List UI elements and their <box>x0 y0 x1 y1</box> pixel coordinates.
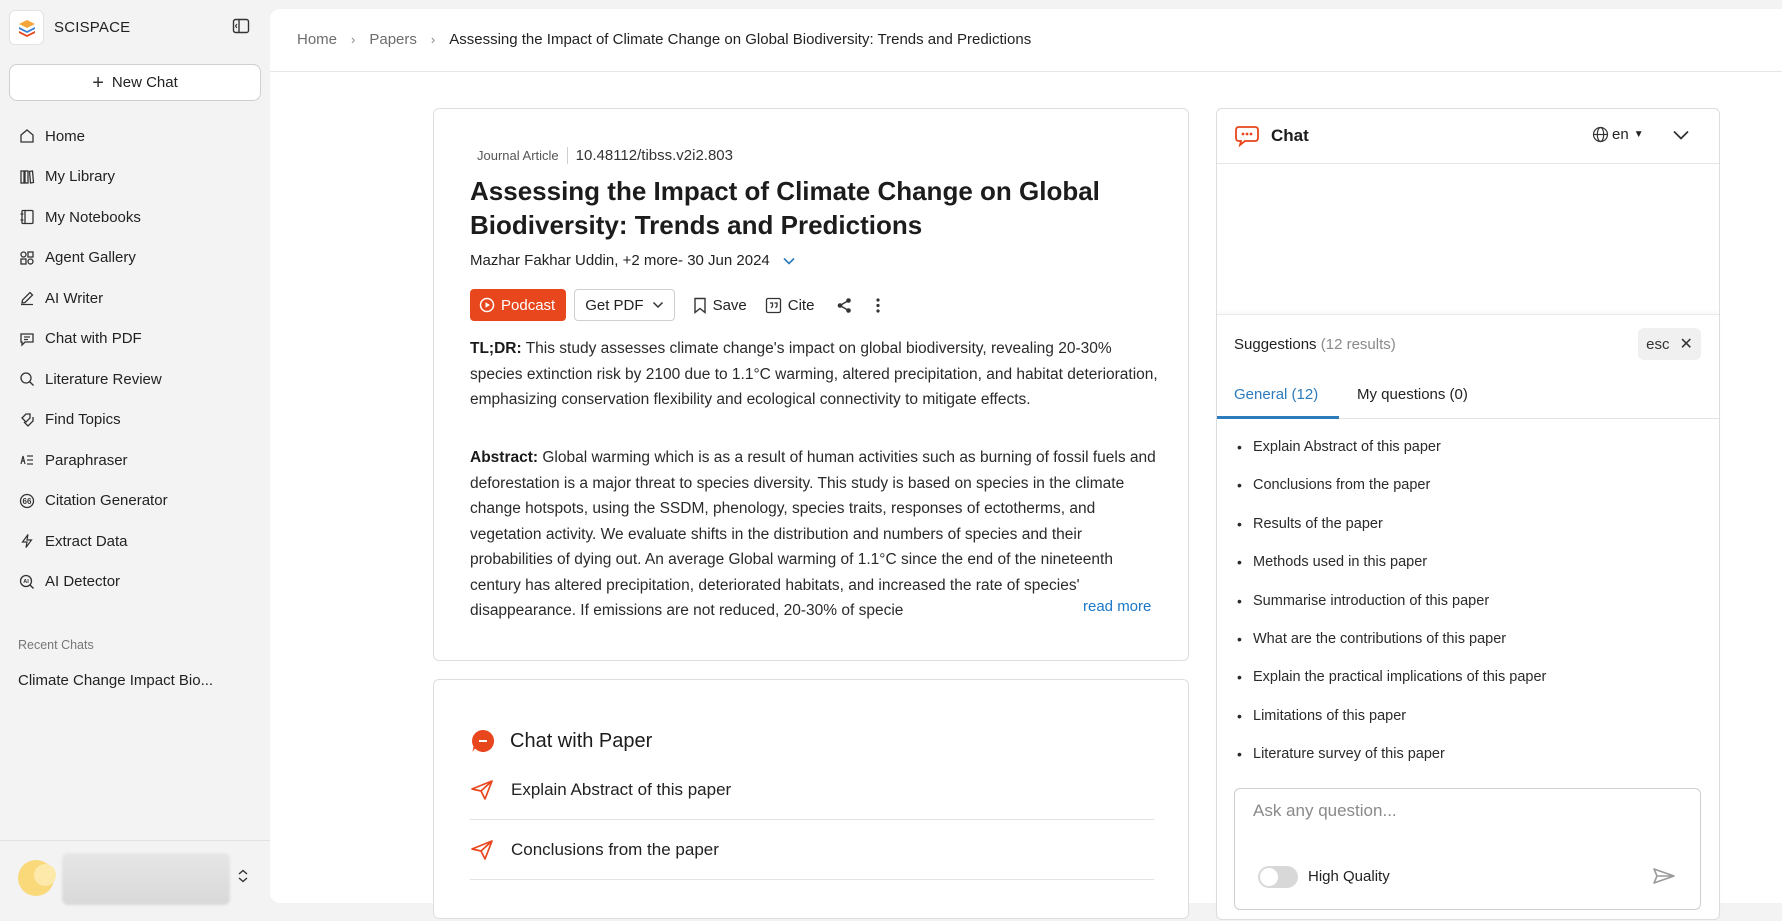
sidebar-item-label: Citation Generator <box>45 492 168 510</box>
topics-icon <box>18 411 36 429</box>
podcast-button[interactable] <box>470 289 566 321</box>
suggestion-tabs <box>1217 375 1719 419</box>
chevron-down-icon[interactable] <box>1672 129 1690 141</box>
cite-button[interactable] <box>765 289 815 321</box>
list-item[interactable]: • Explain the practical implications of this paper <box>1237 669 1547 686</box>
suggestion-text: Results of the paper <box>1253 515 1383 532</box>
suggestion-text: Explain Abstract of this paper <box>511 779 732 799</box>
paraphrase-icon <box>18 451 36 469</box>
paper-type: Journal Article <box>477 148 559 163</box>
sidebar <box>0 0 270 911</box>
suggestion-text: Explain Abstract of this paper <box>1253 439 1441 455</box>
sidebar-item-chat-with-pdf[interactable] <box>0 319 270 360</box>
sidebar-item-ai-writer[interactable] <box>0 278 270 319</box>
breadcrumb-home[interactable]: Home <box>297 31 338 48</box>
main-panel <box>270 9 1782 903</box>
suggestions-panel <box>1217 314 1719 921</box>
breadcrumb <box>297 31 1031 48</box>
send-icon <box>1652 865 1676 887</box>
sidebar-item-find-topics[interactable] <box>0 400 270 441</box>
agent-icon <box>18 249 36 267</box>
chat-with-paper-suggestion[interactable] <box>470 820 1154 880</box>
avatar <box>18 860 54 896</box>
save-label: Save <box>712 296 747 314</box>
chevron-right-icon: › <box>430 32 436 47</box>
esc-button[interactable] <box>1638 328 1701 360</box>
suggestion-text: Conclusions from the paper <box>511 839 719 859</box>
send-button[interactable] <box>1652 865 1676 887</box>
sidebar-item-label: Literature Review <box>45 370 162 388</box>
paper-doi[interactable]: 10.48112/tibss.v2i2.803 <box>567 147 733 164</box>
more-authors[interactable]: +2 more <box>622 252 679 269</box>
breadcrumb-current: Assessing the Impact of Climate Change on Global Biodiversity: Trends and Predictions <box>449 31 1032 48</box>
chat-with-paper-header <box>470 728 652 754</box>
high-quality-label: High Quality <box>1308 868 1390 885</box>
language-value: en <box>1612 126 1629 143</box>
notebook-icon <box>18 208 36 226</box>
list-item[interactable]: • Methods used in this paper <box>1237 554 1428 571</box>
sidebar-item-label: My Notebooks <box>45 208 141 226</box>
sidebar-item-label: Extract Data <box>45 532 128 550</box>
suggestions-label: Suggestions <box>1234 336 1317 353</box>
sidebar-item-label: AI Detector <box>45 573 121 591</box>
suggestion-text: Explain the practical implications of this paper <box>1253 669 1547 686</box>
chat-with-paper-title: Chat with Paper <box>510 729 653 752</box>
sidebar-item-home[interactable] <box>0 116 270 157</box>
sidebar-item-extract-data[interactable] <box>0 521 270 562</box>
chat-bubble-icon <box>470 728 496 754</box>
chat-header <box>1217 109 1719 164</box>
chat-with-paper-card <box>433 679 1189 919</box>
suggestion-text: Literature survey of this paper <box>1253 746 1445 763</box>
plus-icon: + <box>92 71 104 94</box>
paper-card <box>433 108 1189 661</box>
chat-with-paper-suggestion[interactable] <box>470 760 1154 820</box>
share-button[interactable] <box>836 289 853 321</box>
get-pdf-button[interactable] <box>574 289 674 321</box>
play-circle-icon <box>479 297 495 313</box>
sidebar-item-my-library[interactable] <box>0 157 270 198</box>
suggestion-list <box>1217 430 1719 763</box>
sidebar-item-agent-gallery[interactable] <box>0 238 270 279</box>
quote-icon <box>18 492 36 510</box>
tldr-label: TL;DR: <box>470 340 522 357</box>
chat-panel <box>1216 108 1720 920</box>
divider <box>270 71 1782 72</box>
recent-chat-item[interactable]: Climate Change Impact Bio... <box>18 672 214 689</box>
caret-down-icon: ▼ <box>1633 129 1644 140</box>
bookmark-icon <box>693 297 707 314</box>
active-tab-indicator <box>1217 416 1339 419</box>
paper-title: Assessing the Impact of Climate Change on Global Biodiversity: Trends and Predictions <box>470 176 1100 240</box>
sidebar-item-label: Agent Gallery <box>45 249 136 267</box>
send-icon <box>470 779 494 801</box>
list-item[interactable]: • Literature survey of this paper <box>1237 746 1445 763</box>
search-icon <box>18 370 36 388</box>
pen-icon <box>18 289 36 307</box>
list-item[interactable]: • Conclusions from the paper <box>1237 477 1431 494</box>
abstract-label: Abstract: <box>470 449 539 466</box>
sidebar-item-my-notebooks[interactable] <box>0 197 270 238</box>
publish-date: - 30 Jun 2024 <box>678 252 770 269</box>
chat-bot-icon <box>1234 124 1260 148</box>
quote-icon <box>765 297 782 314</box>
profile-menu[interactable] <box>0 840 270 911</box>
bolt-icon <box>18 532 36 550</box>
suggestion-text: Summarise introduction of this paper <box>1253 592 1490 609</box>
suggestion-text: What are the contributions of this paper <box>1253 630 1507 647</box>
suggestion-text: Limitations of this paper <box>1253 707 1407 724</box>
detector-icon <box>18 573 36 591</box>
sidebar-item-paraphraser[interactable] <box>0 440 270 481</box>
sidebar-item-citation-generator[interactable] <box>0 481 270 522</box>
new-chat-button[interactable] <box>9 64 261 101</box>
more-vertical-icon <box>875 297 881 314</box>
ask-question-box <box>1234 788 1701 910</box>
save-button[interactable] <box>693 289 747 321</box>
chevron-up-down-icon[interactable] <box>236 868 250 884</box>
get-pdf-label: Get PDF <box>585 296 644 314</box>
globe-icon <box>1592 126 1609 143</box>
list-item[interactable]: • Limitations of this paper <box>1237 707 1407 724</box>
more-options-button[interactable] <box>875 289 881 321</box>
sidebar-item-label: My Library <box>45 168 116 186</box>
suggestions-title <box>1234 336 1396 353</box>
sidebar-toggle-icon[interactable] <box>232 17 252 37</box>
tldr <box>470 336 1160 413</box>
new-chat-label: New Chat <box>111 74 178 91</box>
sidebar-item-label: Paraphraser <box>45 451 128 469</box>
sidebar-item-label: Home <box>45 127 86 145</box>
recent-chats-title: Recent Chats <box>18 638 94 652</box>
sidebar-item-literature-review[interactable] <box>0 359 270 400</box>
brand[interactable] <box>9 10 130 45</box>
suggestions-count: (12 results) <box>1320 336 1396 353</box>
profile-name-redacted <box>62 853 230 905</box>
cite-label: Cite <box>787 296 815 314</box>
paper-authors <box>470 252 796 269</box>
brand-name: SCISPACE <box>54 19 131 36</box>
sidebar-item-ai-detector[interactable] <box>0 562 270 603</box>
read-more-link[interactable]: read more <box>1079 598 1151 615</box>
list-item[interactable]: • Explain Abstract of this paper <box>1237 439 1441 455</box>
chat-icon <box>18 330 36 348</box>
paper-meta <box>477 147 733 164</box>
list-item[interactable]: • What are the contributions of this paper <box>1237 630 1507 647</box>
abstract-text: Global warming which is as a result of human activities such as burning of fossil fuels and deforestation is a major threat to species diversity. This study is based on species in the climate change hotspots, using the SSDM, phenology, species traits, responses of ectotherms, and vegetation activity. We evaluate shifts in the distribution and numbers of species and their probabilities of dying out. An average Global warming of 1.1°C since the end of the nineteenth century has altered precipitation, deteriorated habitats, and increased the rate of species' disappearance. If emissions are not reduced, 20-30% of specie <box>470 449 1156 619</box>
chevron-down-icon <box>652 301 664 309</box>
send-icon <box>470 839 494 861</box>
author-name[interactable]: Mazhar Fakhar Uddin, <box>470 252 619 269</box>
podcast-label: Podcast <box>501 296 556 314</box>
scispace-logo-icon <box>9 10 44 45</box>
suggestion-text: Methods used in this paper <box>1253 554 1428 571</box>
language-selector[interactable] <box>1592 126 1644 143</box>
tldr-text: This study assesses climate change's impact on global biodiversity, revealing 20-30% species extinction risk by 2100 due to 1.1°C warming, altered precipitation, and habitat deterioration, emphasizing conservation flexibility and ecological connectivity to mitigate effects. <box>470 340 1158 408</box>
chevron-down-icon[interactable] <box>782 256 796 266</box>
close-icon: ✕ <box>1679 336 1693 353</box>
paper-actions <box>470 289 881 321</box>
tab-general[interactable]: General (12) <box>1234 386 1319 403</box>
list-item[interactable]: • Summarise introduction of this paper <box>1237 592 1490 609</box>
home-icon <box>18 127 36 145</box>
library-icon <box>18 168 36 186</box>
suggestion-text: Conclusions from the paper <box>1253 477 1431 494</box>
sidebar-item-label: Find Topics <box>45 411 121 429</box>
svg-text:AI: AI <box>23 578 29 585</box>
chat-title-text: Chat <box>1271 126 1309 145</box>
chevron-right-icon: › <box>351 32 356 47</box>
sidebar-nav <box>0 116 270 602</box>
breadcrumb-papers[interactable]: Papers <box>369 31 417 48</box>
share-icon <box>836 297 853 314</box>
high-quality-toggle[interactable] <box>1258 866 1298 888</box>
esc-label: esc <box>1646 335 1670 353</box>
svg-text:66: 66 <box>22 496 32 506</box>
sidebar-item-label: Chat with PDF <box>45 330 142 348</box>
chat-title <box>1234 124 1309 148</box>
tab-my-questions[interactable]: My questions (0) <box>1357 386 1468 403</box>
sidebar-item-label: AI Writer <box>45 289 104 307</box>
ask-question-input[interactable] <box>1253 801 1673 821</box>
list-item[interactable]: • Results of the paper <box>1237 515 1383 532</box>
